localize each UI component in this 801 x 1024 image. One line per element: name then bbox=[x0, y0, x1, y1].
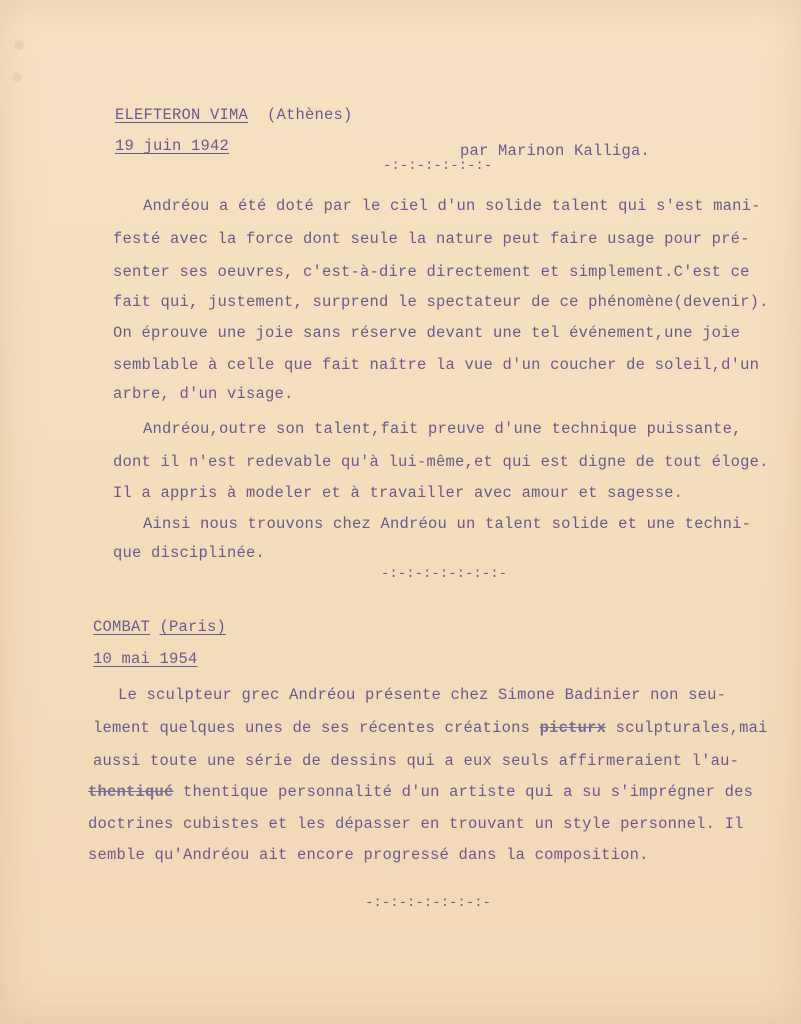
article1-line: Andréou a été doté par le ciel d'un solide talent qui s'est mani- bbox=[143, 197, 761, 215]
article2-line: aussi toute une série de dessins qui a eux seuls affirmeraient l'au- bbox=[93, 752, 740, 770]
article1-line: fait qui, justement, surprend le spectateur de ce phénomène(devenir). bbox=[113, 293, 769, 311]
article1-line: dont il n'est redevable qu'à lui-même,et qui est digne de tout éloge. bbox=[113, 453, 769, 471]
article1-city: (Athènes) bbox=[267, 106, 353, 124]
article2-header bbox=[93, 618, 226, 636]
article1-separator-bottom: -:-:-:-:-:-:-:- bbox=[381, 566, 508, 582]
article2-line: Le sculpteur grec Andréou présente chez Simone Badinier non seu- bbox=[118, 686, 727, 704]
article2-line: semble qu'Andréou ait encore progressé dans la composition. bbox=[88, 846, 649, 864]
article1-date: 19 juin 1942 bbox=[115, 137, 230, 155]
article1-separator-top: -:-:-:-:-:-:- bbox=[383, 158, 493, 174]
struck-word: picturx bbox=[539, 719, 607, 737]
article2-line bbox=[88, 783, 753, 801]
article1-line: arbre, d'un visage. bbox=[113, 385, 294, 403]
article1-line: Il a appris à modeler et à travailler avec amour et sagesse. bbox=[113, 484, 684, 502]
article2-city: (Paris) bbox=[159, 618, 227, 636]
paper-mark bbox=[14, 40, 24, 50]
article1-line: Andréou,outre son talent,fait preuve d'une technique puissante, bbox=[143, 420, 742, 438]
article2-line bbox=[93, 719, 768, 737]
paper-mark bbox=[12, 72, 22, 82]
article2-line-text: lement quelques unes de ses récentes créations bbox=[93, 719, 531, 737]
article1-line: semblable à celle que fait naître la vue d'un coucher de soleil,d'un bbox=[113, 356, 760, 374]
article1-paper: ELEFTERON VIMA bbox=[115, 106, 249, 124]
article1-line: Ainsi nous trouvons chez Andréou un talent solide et une techni- bbox=[143, 515, 752, 533]
article1-author: par Marinon Kalliga. bbox=[460, 142, 651, 160]
article2-paper: COMBAT bbox=[93, 618, 151, 636]
article1-header bbox=[115, 106, 353, 124]
struck-prefix: thentiqué bbox=[88, 783, 174, 801]
article2-date: 10 mai 1954 bbox=[93, 650, 198, 668]
article2-line-text: thentique personnalité d'un artiste qui a su s'imprégner des bbox=[183, 783, 754, 801]
article1-line: festé avec la force dont seule la nature peut faire usage pour pré- bbox=[113, 230, 750, 248]
article2-separator-bottom: -:-:-:-:-:-:-:- bbox=[365, 895, 492, 911]
article2-line-tail: sculpturales,mai bbox=[615, 719, 768, 737]
article1-line: que disciplinée. bbox=[113, 544, 266, 562]
article1-line: On éprouve une joie sans réserve devant une tel événement,une joie bbox=[113, 324, 741, 342]
article1-line: senter ses oeuvres, c'est-à-dire directement et simplement.C'est ce bbox=[113, 263, 750, 281]
article2-line: doctrines cubistes et les dépasser en trouvant un style personnel. Il bbox=[88, 815, 744, 833]
